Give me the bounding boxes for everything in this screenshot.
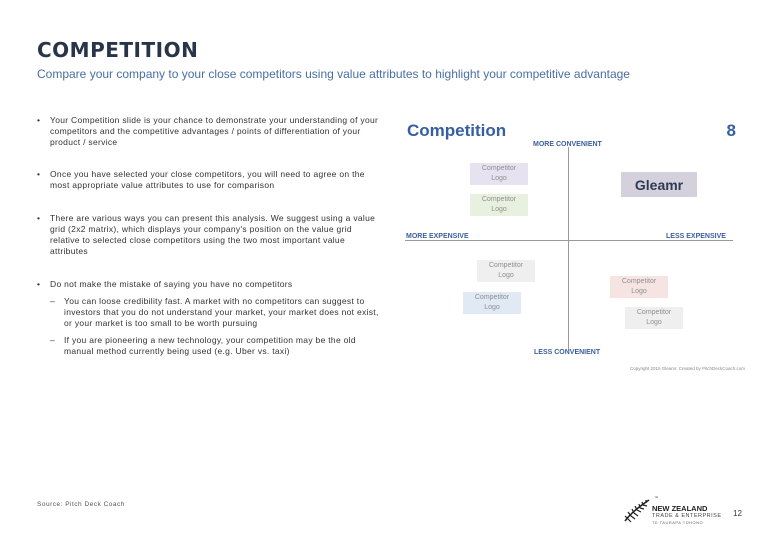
bullet-text: Do not make the mistake of saying you have no competitors	[50, 279, 293, 289]
competitor-logo	[470, 163, 528, 185]
value-grid	[400, 115, 745, 375]
competitor-logo-line2: Logo	[491, 175, 507, 182]
competitor-logo-line1: Competitor	[481, 165, 517, 172]
bullet-dot: •	[37, 115, 40, 125]
competitor-logo-line2: Logo	[498, 272, 514, 279]
competitor-logo-line2: Logo	[484, 304, 500, 311]
competitor-logo-line1: Competitor	[636, 309, 672, 316]
company-position-gleamr: Gleamr	[621, 172, 697, 197]
page-number: 12	[733, 509, 742, 518]
axis-label-right: LESS EXPENSIVE	[666, 233, 726, 240]
slide-subtitle: Compare your company to your close competitors using value attributes to highlight your competitive advantage	[37, 67, 630, 81]
org-name-line1: NEW ZEALAND	[652, 504, 708, 513]
competitor-logo	[463, 292, 521, 314]
slide-title: COMPETITION	[37, 38, 199, 62]
competitor-logo-line1: Competitor	[474, 294, 510, 301]
sub-bullet-text: If you are pioneering a new technology, your competition may be the old manual method currently being used (e.g. Uber vs. taxi)	[64, 335, 356, 356]
bullet-text: Once you have selected your close competitors, you will need to agree on the most appropriate value attributes to use for comparison	[50, 169, 365, 190]
nzte-logo	[622, 494, 732, 526]
sub-bullet-text: You can loose credibility fast. A market with no competitors can suggest to investors that you do not understand your market, your market does not exist, or your market is too small to be worth pursuing	[64, 296, 379, 328]
org-name-line3: TE TAURAPA TŪHONO	[652, 520, 704, 525]
competitor-logo-line1: Competitor	[488, 262, 524, 269]
competitor-logo-line1: Competitor	[481, 196, 517, 203]
axis-label-bottom: LESS CONVENIENT	[534, 349, 601, 356]
grid-title: Competition	[407, 121, 507, 140]
copyright-note: Copyright 2015 Gleamr. Created by PitchDeckCoach.com	[630, 366, 746, 371]
competitor-logo	[625, 307, 683, 329]
trademark-symbol: ™	[654, 495, 658, 500]
bullet-text: There are various ways you can present this analysis. We suggest using a value grid (2x2 matrix), which displays your company's position on the value grid relative to selected close competitors using the two most important value attributes	[50, 213, 376, 256]
competitor-logo	[470, 194, 528, 216]
bullet-dot: •	[37, 279, 40, 289]
competitor-logo	[477, 260, 535, 282]
axis-label-top: MORE CONVENIENT	[533, 141, 602, 148]
bullet-dot: •	[37, 169, 40, 179]
horizontal-axis	[405, 240, 733, 241]
grid-number: 8	[726, 121, 736, 140]
competitor-logo-line2: Logo	[631, 288, 647, 295]
vertical-axis	[568, 147, 569, 351]
org-name-line2: TRADE & ENTERPRISE	[652, 513, 722, 519]
bullet-dash: –	[50, 296, 55, 306]
competitor-logo-line2: Logo	[646, 319, 662, 326]
source-note: Source: Pitch Deck Coach	[37, 501, 125, 508]
bullet-dash: –	[50, 335, 55, 345]
bullet-dot: •	[37, 213, 40, 223]
competitor-logo-line1: Competitor	[621, 278, 657, 285]
axis-label-left: MORE EXPENSIVE	[406, 233, 469, 240]
bullet-text: Your Competition slide is your chance to demonstrate your understanding of your competitors and the competitive advantages / points of differentiation of your product / service	[50, 115, 379, 147]
fern-icon	[622, 494, 652, 526]
competitor-logo	[610, 276, 668, 298]
competitor-logo-line2: Logo	[491, 206, 507, 213]
